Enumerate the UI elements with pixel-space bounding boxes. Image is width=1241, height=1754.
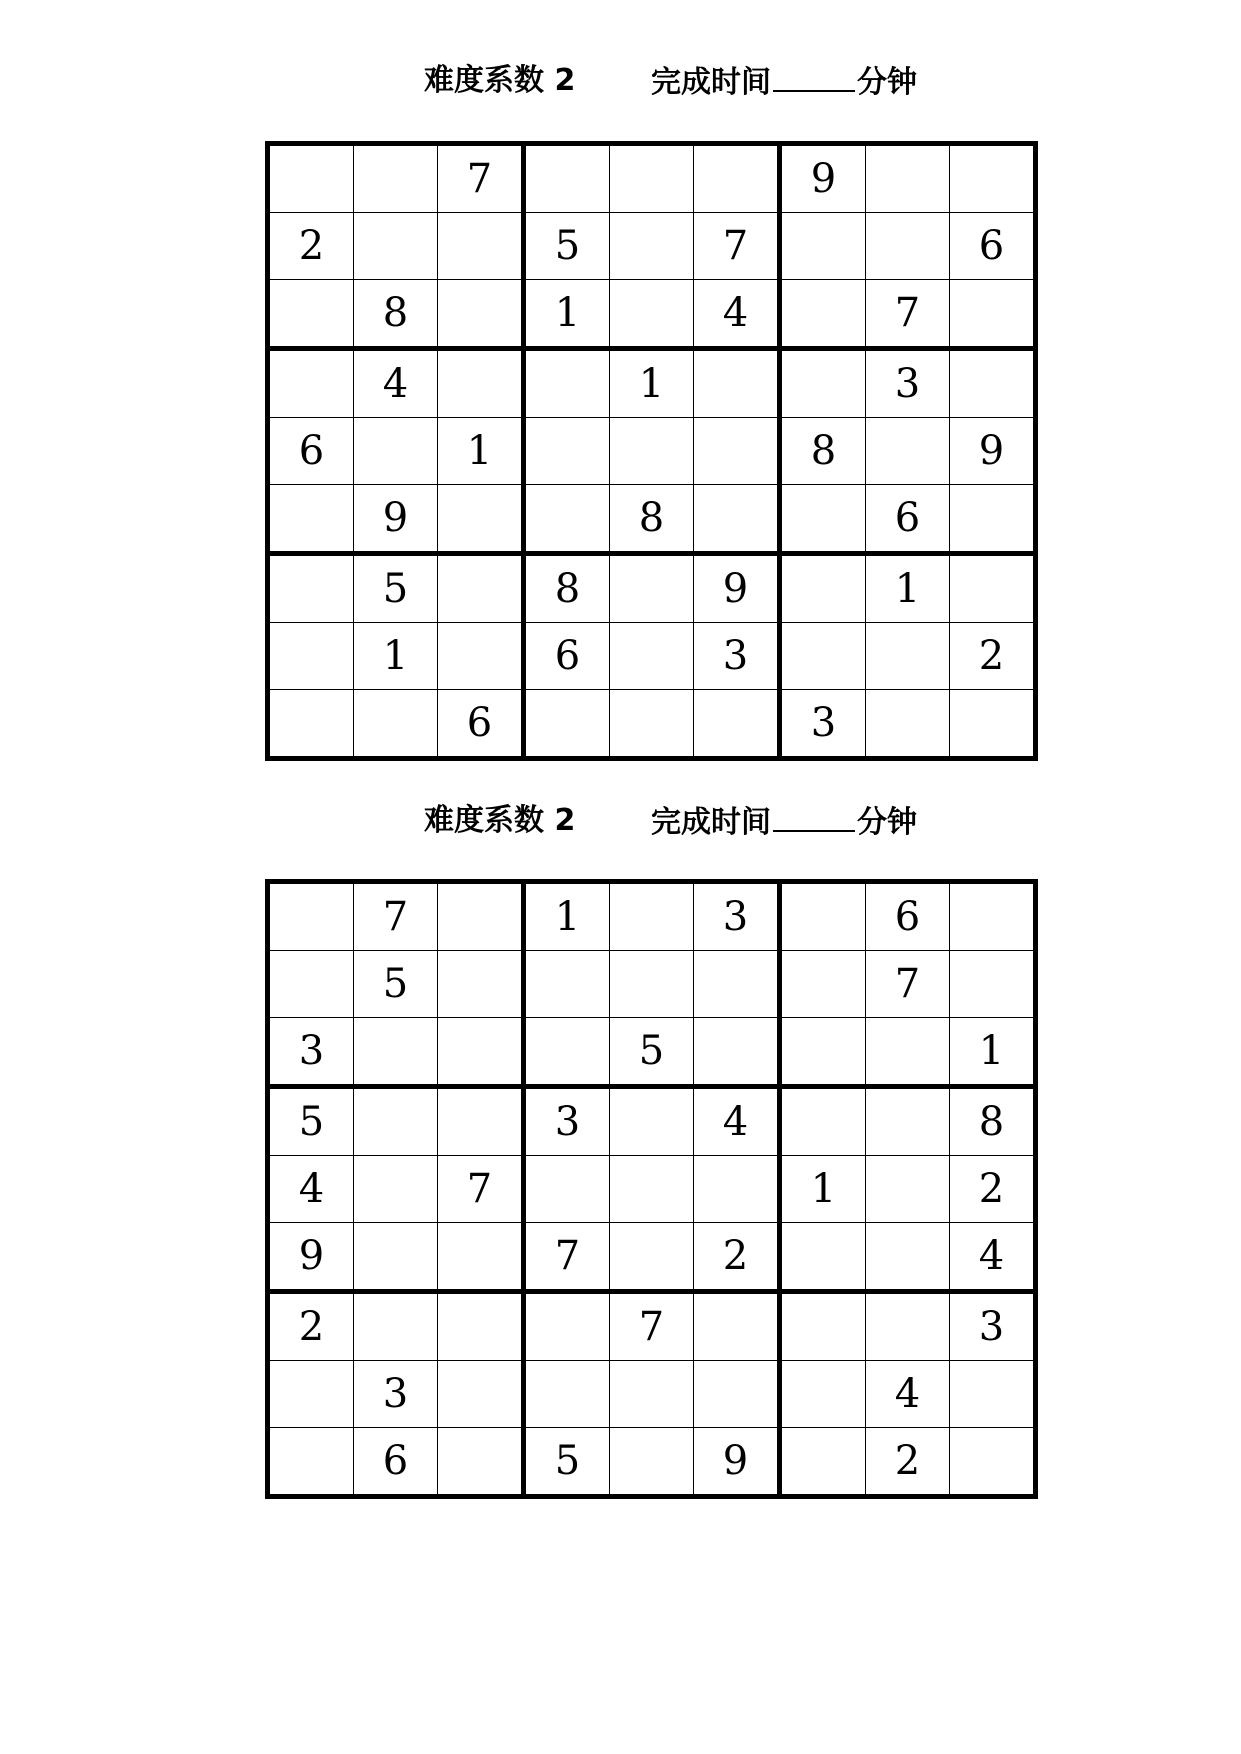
sudoku-empty-cell[interactable] bbox=[610, 1156, 694, 1223]
sudoku-row bbox=[268, 554, 1036, 623]
sudoku-row bbox=[268, 349, 1036, 418]
completion-time-blank[interactable] bbox=[773, 56, 855, 92]
sudoku-empty-cell[interactable] bbox=[438, 213, 524, 280]
sudoku-empty-cell[interactable] bbox=[780, 213, 866, 280]
sudoku-empty-cell[interactable] bbox=[866, 1292, 950, 1361]
sudoku-given-cell: 3 bbox=[780, 690, 866, 759]
sudoku-empty-cell[interactable] bbox=[438, 882, 524, 951]
sudoku-empty-cell[interactable] bbox=[354, 144, 438, 213]
sudoku-given-cell: 9 bbox=[694, 1428, 780, 1497]
sudoku-empty-cell[interactable] bbox=[610, 951, 694, 1018]
sudoku-empty-cell[interactable] bbox=[438, 349, 524, 418]
sudoku-empty-cell[interactable] bbox=[780, 1087, 866, 1156]
sudoku-empty-cell[interactable] bbox=[866, 1018, 950, 1087]
completion-time-label bbox=[651, 796, 917, 848]
sudoku-empty-cell[interactable] bbox=[438, 1087, 524, 1156]
sudoku-given-cell: 8 bbox=[354, 280, 438, 349]
sudoku-given-cell: 6 bbox=[524, 623, 610, 690]
sudoku-empty-cell[interactable] bbox=[354, 1292, 438, 1361]
sudoku-empty-cell[interactable] bbox=[780, 882, 866, 951]
sudoku-empty-cell[interactable] bbox=[866, 213, 950, 280]
sudoku-given-cell: 5 bbox=[524, 1428, 610, 1497]
sudoku-empty-cell[interactable] bbox=[524, 418, 610, 485]
sudoku-empty-cell[interactable] bbox=[610, 1087, 694, 1156]
sudoku-empty-cell[interactable] bbox=[780, 280, 866, 349]
sudoku-empty-cell[interactable] bbox=[438, 1361, 524, 1428]
sudoku-given-cell: 2 bbox=[950, 1156, 1036, 1223]
difficulty-label: 难度系数 2 bbox=[424, 803, 576, 838]
sudoku-empty-cell[interactable] bbox=[610, 213, 694, 280]
sudoku-empty-cell[interactable] bbox=[524, 349, 610, 418]
sudoku-given-cell: 8 bbox=[610, 485, 694, 554]
sudoku-given-cell: 1 bbox=[866, 554, 950, 623]
sudoku-empty-cell[interactable] bbox=[694, 349, 780, 418]
completion-time-suffix: 分钟 bbox=[857, 65, 917, 100]
sudoku-empty-cell[interactable] bbox=[866, 418, 950, 485]
sudoku-empty-cell[interactable] bbox=[438, 951, 524, 1018]
sudoku-empty-cell[interactable] bbox=[694, 485, 780, 554]
sudoku-empty-cell[interactable] bbox=[610, 280, 694, 349]
sudoku-given-cell: 4 bbox=[694, 1087, 780, 1156]
sudoku-empty-cell[interactable] bbox=[866, 690, 950, 759]
sudoku-empty-cell[interactable] bbox=[438, 1223, 524, 1292]
sudoku-empty-cell[interactable] bbox=[780, 951, 866, 1018]
sudoku-empty-cell[interactable] bbox=[610, 1361, 694, 1428]
sudoku-given-cell: 3 bbox=[354, 1361, 438, 1428]
sudoku-empty-cell[interactable] bbox=[524, 1361, 610, 1428]
sudoku-empty-cell[interactable] bbox=[610, 1428, 694, 1497]
sudoku-given-cell: 5 bbox=[268, 1087, 354, 1156]
sudoku-given-cell: 3 bbox=[866, 349, 950, 418]
sudoku-given-cell: 5 bbox=[354, 554, 438, 623]
sudoku-empty-cell[interactable] bbox=[268, 485, 354, 554]
puzzle-heading bbox=[0, 796, 1241, 846]
sudoku-row bbox=[268, 1428, 1036, 1497]
sudoku-empty-cell[interactable] bbox=[524, 1018, 610, 1087]
sudoku-row bbox=[268, 1292, 1036, 1361]
sudoku-empty-cell[interactable] bbox=[524, 144, 610, 213]
sudoku-empty-cell[interactable] bbox=[524, 951, 610, 1018]
sudoku-empty-cell[interactable] bbox=[780, 485, 866, 554]
sudoku-row bbox=[268, 1223, 1036, 1292]
sudoku-given-cell: 7 bbox=[866, 280, 950, 349]
sudoku-given-cell: 9 bbox=[780, 144, 866, 213]
sudoku-given-cell: 2 bbox=[866, 1428, 950, 1497]
sudoku-given-cell: 2 bbox=[268, 1292, 354, 1361]
sudoku-row bbox=[268, 1156, 1036, 1223]
sudoku-empty-cell[interactable] bbox=[780, 554, 866, 623]
sudoku-given-cell: 2 bbox=[950, 623, 1036, 690]
sudoku-given-cell: 6 bbox=[268, 418, 354, 485]
sudoku-row bbox=[268, 485, 1036, 554]
sudoku-given-cell: 3 bbox=[268, 1018, 354, 1087]
sudoku-empty-cell[interactable] bbox=[780, 1428, 866, 1497]
sudoku-empty-cell[interactable] bbox=[950, 280, 1036, 349]
sudoku-empty-cell[interactable] bbox=[780, 1292, 866, 1361]
sudoku-empty-cell[interactable] bbox=[866, 1087, 950, 1156]
sudoku-empty-cell[interactable] bbox=[354, 1223, 438, 1292]
sudoku-empty-cell[interactable] bbox=[610, 882, 694, 951]
sudoku-given-cell: 2 bbox=[268, 213, 354, 280]
sudoku-empty-cell[interactable] bbox=[610, 554, 694, 623]
completion-time-prefix: 完成时间 bbox=[651, 805, 771, 840]
sudoku-empty-cell[interactable] bbox=[438, 280, 524, 349]
sudoku-empty-cell[interactable] bbox=[694, 1361, 780, 1428]
sudoku-given-cell: 3 bbox=[950, 1292, 1036, 1361]
sudoku-row bbox=[268, 623, 1036, 690]
completion-time-blank[interactable] bbox=[773, 796, 855, 832]
sudoku-given-cell: 4 bbox=[950, 1223, 1036, 1292]
sudoku-empty-cell[interactable] bbox=[694, 951, 780, 1018]
sudoku-empty-cell[interactable] bbox=[950, 1428, 1036, 1497]
sudoku-empty-cell[interactable] bbox=[866, 1223, 950, 1292]
sudoku-empty-cell[interactable] bbox=[524, 1156, 610, 1223]
sudoku-given-cell: 7 bbox=[354, 882, 438, 951]
sudoku-given-cell: 7 bbox=[694, 213, 780, 280]
sudoku-given-cell: 9 bbox=[354, 485, 438, 554]
sudoku-empty-cell[interactable] bbox=[268, 623, 354, 690]
sudoku-given-cell: 4 bbox=[268, 1156, 354, 1223]
sudoku-empty-cell[interactable] bbox=[694, 1018, 780, 1087]
sudoku-empty-cell[interactable] bbox=[354, 418, 438, 485]
sudoku-given-cell: 6 bbox=[866, 882, 950, 951]
sudoku-empty-cell[interactable] bbox=[268, 554, 354, 623]
sudoku-given-cell: 6 bbox=[950, 213, 1036, 280]
sudoku-row bbox=[268, 144, 1036, 213]
sudoku-given-cell: 9 bbox=[268, 1223, 354, 1292]
sudoku-empty-cell[interactable] bbox=[950, 690, 1036, 759]
sudoku-given-cell: 3 bbox=[694, 623, 780, 690]
sudoku-empty-cell[interactable] bbox=[354, 1018, 438, 1087]
sudoku-empty-cell[interactable] bbox=[610, 690, 694, 759]
sudoku-given-cell: 4 bbox=[694, 280, 780, 349]
sudoku-empty-cell[interactable] bbox=[694, 1156, 780, 1223]
sudoku-empty-cell[interactable] bbox=[780, 623, 866, 690]
sudoku-empty-cell[interactable] bbox=[780, 1223, 866, 1292]
sudoku-empty-cell[interactable] bbox=[354, 1087, 438, 1156]
sudoku-empty-cell[interactable] bbox=[950, 1361, 1036, 1428]
sudoku-given-cell: 7 bbox=[866, 951, 950, 1018]
sudoku-empty-cell[interactable] bbox=[268, 144, 354, 213]
sudoku-empty-cell[interactable] bbox=[268, 280, 354, 349]
sudoku-empty-cell[interactable] bbox=[268, 349, 354, 418]
completion-time-suffix: 分钟 bbox=[857, 805, 917, 840]
sudoku-empty-cell[interactable] bbox=[268, 1361, 354, 1428]
sudoku-empty-cell[interactable] bbox=[866, 1156, 950, 1223]
sudoku-empty-cell[interactable] bbox=[524, 1292, 610, 1361]
difficulty-label: 难度系数 2 bbox=[424, 63, 576, 98]
sudoku-empty-cell[interactable] bbox=[610, 144, 694, 213]
completion-time-prefix: 完成时间 bbox=[651, 65, 771, 100]
sudoku-given-cell: 5 bbox=[610, 1018, 694, 1087]
sudoku-empty-cell[interactable] bbox=[438, 554, 524, 623]
sudoku-row bbox=[268, 882, 1036, 951]
sudoku-empty-cell[interactable] bbox=[866, 144, 950, 213]
sudoku-given-cell: 6 bbox=[438, 690, 524, 759]
sudoku-empty-cell[interactable] bbox=[268, 882, 354, 951]
sudoku-empty-cell[interactable] bbox=[950, 485, 1036, 554]
sudoku-given-cell: 4 bbox=[354, 349, 438, 418]
sudoku-given-cell: 8 bbox=[524, 554, 610, 623]
sudoku-empty-cell[interactable] bbox=[354, 1156, 438, 1223]
sudoku-given-cell: 3 bbox=[694, 882, 780, 951]
sudoku-given-cell: 6 bbox=[354, 1428, 438, 1497]
sudoku-row bbox=[268, 690, 1036, 759]
sudoku-row bbox=[268, 951, 1036, 1018]
sudoku-empty-cell[interactable] bbox=[354, 213, 438, 280]
sudoku-empty-cell[interactable] bbox=[866, 623, 950, 690]
sudoku-empty-cell[interactable] bbox=[780, 349, 866, 418]
sudoku-row bbox=[268, 1018, 1036, 1087]
sudoku-given-cell: 1 bbox=[610, 349, 694, 418]
sudoku-empty-cell[interactable] bbox=[950, 349, 1036, 418]
sudoku-empty-cell[interactable] bbox=[354, 690, 438, 759]
sudoku-given-cell: 1 bbox=[438, 418, 524, 485]
sudoku-given-cell: 2 bbox=[694, 1223, 780, 1292]
sudoku-given-cell: 7 bbox=[524, 1223, 610, 1292]
sudoku-empty-cell[interactable] bbox=[438, 1292, 524, 1361]
sudoku-given-cell: 4 bbox=[866, 1361, 950, 1428]
sudoku-given-cell: 1 bbox=[780, 1156, 866, 1223]
sudoku-given-cell: 6 bbox=[866, 485, 950, 554]
sudoku-empty-cell[interactable] bbox=[268, 690, 354, 759]
sudoku-empty-cell[interactable] bbox=[438, 1428, 524, 1497]
sudoku-empty-cell[interactable] bbox=[438, 485, 524, 554]
sudoku-empty-cell[interactable] bbox=[524, 485, 610, 554]
sudoku-grid bbox=[265, 141, 1038, 761]
sudoku-given-cell: 9 bbox=[950, 418, 1036, 485]
sudoku-given-cell: 7 bbox=[438, 1156, 524, 1223]
sudoku-given-cell: 1 bbox=[524, 882, 610, 951]
sudoku-empty-cell[interactable] bbox=[694, 144, 780, 213]
sudoku-given-cell: 5 bbox=[524, 213, 610, 280]
sudoku-given-cell: 7 bbox=[438, 144, 524, 213]
sudoku-given-cell: 8 bbox=[780, 418, 866, 485]
sudoku-empty-cell[interactable] bbox=[950, 554, 1036, 623]
sudoku-empty-cell[interactable] bbox=[268, 951, 354, 1018]
sudoku-given-cell: 9 bbox=[694, 554, 780, 623]
sudoku-given-cell: 1 bbox=[950, 1018, 1036, 1087]
sudoku-empty-cell[interactable] bbox=[438, 623, 524, 690]
sudoku-empty-cell[interactable] bbox=[780, 1018, 866, 1087]
sudoku-empty-cell[interactable] bbox=[524, 690, 610, 759]
sudoku-given-cell: 1 bbox=[354, 623, 438, 690]
sudoku-empty-cell[interactable] bbox=[694, 418, 780, 485]
sudoku-empty-cell[interactable] bbox=[438, 1018, 524, 1087]
sudoku-empty-cell[interactable] bbox=[610, 1223, 694, 1292]
sudoku-empty-cell[interactable] bbox=[694, 690, 780, 759]
sudoku-given-cell: 1 bbox=[524, 280, 610, 349]
sudoku-empty-cell[interactable] bbox=[780, 1361, 866, 1428]
sudoku-row bbox=[268, 418, 1036, 485]
sudoku-row bbox=[268, 1361, 1036, 1428]
sudoku-grid bbox=[265, 879, 1038, 1499]
sudoku-empty-cell[interactable] bbox=[610, 623, 694, 690]
sudoku-empty-cell[interactable] bbox=[950, 144, 1036, 213]
sudoku-row bbox=[268, 1087, 1036, 1156]
sudoku-row bbox=[268, 213, 1036, 280]
sudoku-given-cell: 7 bbox=[610, 1292, 694, 1361]
puzzle-heading bbox=[0, 56, 1241, 106]
sudoku-empty-cell[interactable] bbox=[268, 1428, 354, 1497]
sudoku-row bbox=[268, 280, 1036, 349]
sudoku-empty-cell[interactable] bbox=[950, 951, 1036, 1018]
sudoku-empty-cell[interactable] bbox=[694, 1292, 780, 1361]
sudoku-given-cell: 3 bbox=[524, 1087, 610, 1156]
sudoku-given-cell: 5 bbox=[354, 951, 438, 1018]
sudoku-given-cell: 8 bbox=[950, 1087, 1036, 1156]
sudoku-empty-cell[interactable] bbox=[610, 418, 694, 485]
sudoku-empty-cell[interactable] bbox=[950, 882, 1036, 951]
completion-time-label bbox=[651, 56, 917, 108]
